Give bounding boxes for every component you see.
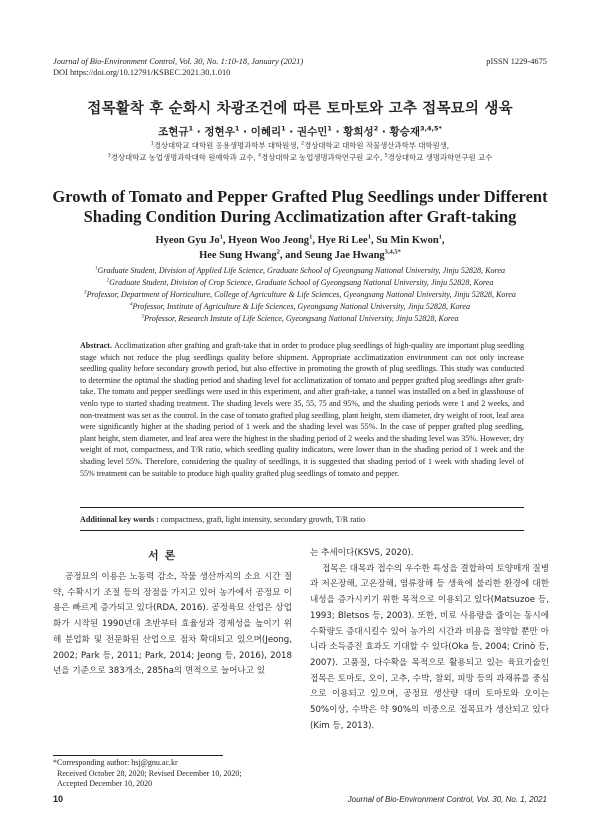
author-affiliation-mark: 1 <box>309 233 313 241</box>
affiliation-text: Professor, Research Instute of Life Science, Gyeongsang National University, Jinju 52828, Korea <box>144 314 459 323</box>
english-title-line2: Shading Condition During Acclimatization after Graft-taking <box>83 207 517 226</box>
author-name: Hee Sung Hwang <box>199 250 277 261</box>
author-name: Hyeon Gyu Jo <box>155 235 220 246</box>
english-authors <box>0 233 600 263</box>
affiliation-text: 경상대학교 농업생명과학연구원 교수, <box>261 153 385 162</box>
author-name: 이혜리 <box>250 126 282 138</box>
affiliation-mark: 5 <box>384 153 388 159</box>
author-affiliation-mark: 2 <box>276 248 280 256</box>
abstract <box>80 340 524 479</box>
corresponding-author: *Corresponding author: hsj@gnu.ac.kr <box>53 758 178 767</box>
korean-affiliations-line2 <box>0 152 600 164</box>
doi-line: DOI https://doi.org/10.12791/KSBEC.2021.30.1.010 <box>53 68 231 77</box>
korean-authors: 조현규$^1$ · 정현우$^1$ · 이혜리$^1$ · 권수민$^1$ · 황희성$^2$ · 황승재$^{3,4,5*}$ <box>158 124 442 138</box>
affiliation-mark: 4 <box>129 302 133 308</box>
author-name: 권수민 <box>296 126 328 138</box>
affiliation-line <box>0 265 600 277</box>
keywords-label: Additional key words : <box>80 515 159 524</box>
author-affiliation-mark: 1 <box>234 124 240 133</box>
keywords-text: compactness, graft, light intensity, secondary growth, T/R ratio <box>158 515 366 524</box>
affiliation-text: 경상대학교 대학원 작물생산과학부 대학원생, <box>304 141 450 150</box>
affiliation-mark: 1 <box>150 141 154 147</box>
intro-paragraph-2: 접목은 대목과 접수의 우수한 특성을 결합하여 토양매개 질병과 저온장해, 고온장해, 염류장해 등 생육에 불리한 환경에 대한 내성을 증가시키기 위한 목적으로 이용되고 있다(Matsuzoe 등, 1993; Bletsos 등, 2003). 또한, 비료 사용량을 줄이는 동시에 수확량도 증대시킬수 있어 농가의 시간과 비용을 절약할 뿐만 아니라 소득증진 효과도 기대할 수 있다(Oka 등, 2004; Crinò 등, 2007). 고품질, 다수확을 목적으로 활용되고 있는 육묘기술인 접목은 토마토, 오이, 고추, 수박, 참외, 피망 등의 과채류를 중심으로 이용되고 있으며, 공정묘 생산량 대비 토마토와 오이는 50%이상, 수박은 약 90%의 비중으로 접목묘가 생산되고 있다(Kim 등, 2013). <box>310 563 549 731</box>
affiliation-text: 경상대학교 대학원 응용생명과학부 대학원생, <box>153 141 302 150</box>
affiliation-mark: 2 <box>301 141 305 147</box>
journal-citation <box>53 56 303 78</box>
footnote <box>53 758 242 790</box>
affiliation-line <box>0 289 600 301</box>
affiliation-mark: 5 <box>141 314 144 320</box>
affiliation-line <box>0 277 600 289</box>
keywords-bottom-rule <box>80 530 524 531</box>
affiliation-mark: 3 <box>107 153 111 159</box>
author-affiliation-mark: 1 <box>188 124 194 133</box>
received-dates: Received October 28, 2020; Revised December 10, 2020; <box>57 768 242 778</box>
affiliation-text: 경상대학교 생명과학연구원 교수 <box>387 153 493 162</box>
affiliation-text: Graduate Student, Division of Crop Science, Graduate School of Gyeongsang National University, Jinju 52828, Korea <box>109 278 494 287</box>
affiliation-line <box>0 313 600 325</box>
affiliation-text: Graduate Student, Division of Applied Life Science, Graduate School of Gyeongsang National University, Jinju 52828, Korea <box>97 266 506 275</box>
author-affiliation-mark: 3,4,5* <box>384 248 401 256</box>
section-heading-intro: 서론 <box>148 549 182 562</box>
abstract-text: Acclimatization after grafting and graft-take that in order to produce plug seedlings of high-quality are important plug seedling stage which not reduce the plug seedlings quality before shipment. Appropriate acclimatization environment can not only increase seedling quality before secondary growth period, but also effective in promoting the growth of plug seedlings. This study was conducted to determine the optimal the shading period and shading level for acclimatization of tomato and pepper grafted plug seedlings after graft-take. The tomato and pepper seedlings were used in this experiment, and after graft-take, a tunnel was installed on a bed in glasshouse of venlo type to started shading treatment. The shading levels were 35, 55, 75 and 95%, and the shading periods were 1 and 2 weeks, and non-treatment was set as the control. In the case of tomato grafted plug seedling, plant height, stem diameter, dry weight of root, leaf area were significantly higher at the shading period of 1 week and the shading level was 55%. In the case of pepper grafted plug seedling, plant height, stem diameter, and leaf area were the highest in the shading period of 2 weeks and the shading level was 35%. However, dry weight of root, compactness, and T/R ratio, which seedling quality indicators, were lower than in the shading period of 1 week and the shading level 55%. Therefore, considering the quality of seedlings, it is suggested that shading period of 1 week with shading level of 55% treatment can be suitable to produce high quality grafted plug seedlings of tomato and pepper. <box>80 341 524 478</box>
author-affiliation-mark: 1 <box>327 124 332 133</box>
author-name: 황승재 <box>389 126 420 138</box>
affiliation-text: 경상대학교 농업생명과학대학 원예학과 교수, <box>110 153 259 162</box>
author-name: Hye Ri Lee <box>317 235 368 246</box>
affiliation-mark: 3 <box>84 290 87 296</box>
journal-line: Journal of Bio-Environment Control, Vol. 30, No. 1:10-18, January (2021) <box>53 57 304 66</box>
author-name: 정현우 <box>204 126 235 138</box>
english-authors-line1: Hyeon Gyu Jo$^1$, Hyeon Woo Jeong$^1$, Hye Ri Lee$^1$, Su Min Kwon$^1$, <box>155 233 445 246</box>
author-affiliation-mark: 1 <box>281 124 286 133</box>
korean-affiliations-line1 <box>0 140 600 152</box>
affiliation-mark: 1 <box>94 266 98 272</box>
english-authors-line2: Hee Sung Hwang$^2$, and Seung Jae Hwang$^{3,4,5*}$ <box>199 248 401 261</box>
affiliation-mark: 4 <box>258 153 262 159</box>
author-affiliation-mark: 2 <box>373 124 379 133</box>
english-title <box>0 187 600 227</box>
keywords-top-rule <box>80 507 524 508</box>
affiliation-line <box>0 301 600 313</box>
affiliation-mark: 2 <box>106 278 110 284</box>
footnote-rule <box>53 755 223 756</box>
english-affiliations <box>0 265 600 325</box>
accepted-date: Accepted December 10, 2020 <box>57 779 153 788</box>
page-number: 10 <box>53 794 64 804</box>
author-affiliation-mark: 1 <box>438 233 442 241</box>
intro-right-column <box>310 546 549 734</box>
author-affiliation-mark: 1 <box>219 233 223 241</box>
author-name: 조현규 <box>158 126 189 138</box>
keywords <box>80 515 524 524</box>
abstract-label: Abstract. <box>80 341 112 350</box>
author-name: Seung Jae Hwang <box>304 250 385 261</box>
author-name: 황희성 <box>343 126 374 138</box>
korean-title: 접목활착 후 순화시 차광조건에 따른 토마토와 고추 접목묘의 생육 <box>87 101 513 117</box>
intro-paragraph-1: 공정묘의 이용은 노동력 감소, 작물 생산까지의 소요 시간 절약, 수확시기 조절 등의 장점을 가지고 있어 농가에서 공정묘 이용은 빠르게 증가되고 있다(RDA, 2016). 공정육묘 산업은 상업화가 시작된 1990년대 초반부터 효율성과 경제성을 높이기 위해 분업화 및 전문화된 산업으로 점차 확대되고 있으며(Jeong, 2002; Park 등, 2011; Park, 2014; Jeong 등, 2016), 2018년을 기준으로 383개소, 285ha의 면적으로 늘어나고 있 <box>53 572 292 677</box>
affiliation-text: Professor, Institute of Agriculture & Life Sciences, Gyeongsang National University, Jinju 52828, Korea <box>132 302 471 311</box>
english-title-line1: Growth of Tomato and Pepper Grafted Plug Seedlings under Different <box>52 187 548 206</box>
footer-journal: Journal of Bio-Environment Control, Vol. 30, No. 1, 2021 <box>347 795 547 804</box>
affiliation-text: Professor, Department of Horticulture, College of Agriculture & Life Sciences, Gyeongsang National University, Jinju 52828, Korea <box>86 290 516 299</box>
author-affiliation-mark: 3,4,5* <box>419 124 442 133</box>
author-affiliation-mark: 1 <box>367 233 371 241</box>
issn: pISSN 1229-4675 <box>486 57 547 66</box>
intro-left-column <box>53 570 292 680</box>
author-name: Hyeon Woo Jeong <box>228 235 310 246</box>
intro-continuation: 는 추세이다(KSVS, 2020). <box>310 548 414 558</box>
author-name: Su Min Kwon <box>376 235 439 246</box>
